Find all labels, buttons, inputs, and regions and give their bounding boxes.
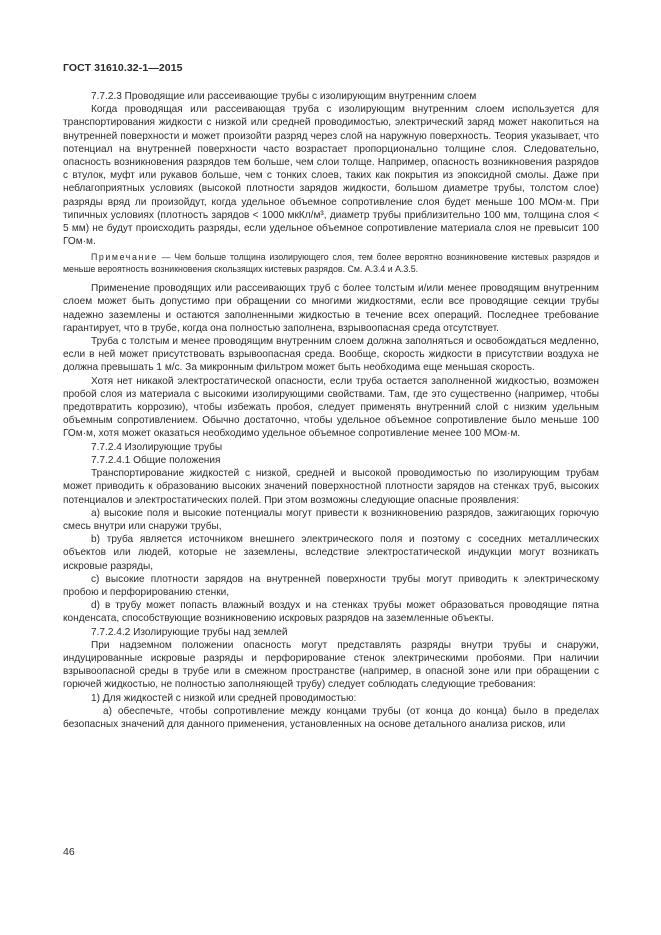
page-body <box>63 90 599 731</box>
section-heading-7-7-2-4-1: 7.7.2.4.1 Общие положения <box>91 454 221 466</box>
document-header: ГОСТ 31610.32-1—2015 <box>63 62 183 74</box>
list-item-d: d) в трубу может попасть влажный воздух и на стенках трубы может образоваться проводящие пятна конденсата, способствующие возникновению искровых разрядов на заземленные объекты. <box>63 600 599 625</box>
paragraph: Применение проводящих или рассеивающих труб с более толстым и/или менее проводящим внутренним слоем может быть допустимо при обращении со многими жидкостями, если все проводящие секции трубы надежно заземлены и остаются заполненными жидкостью в течение всех операций. Последнее требование гарантирует, что в трубе, когда она полностью заполнена, взрывоопасная среда отсутствует. <box>63 283 599 334</box>
paragraph: Когда проводящая или рассеивающая труба с изолирующим внутренним слоем используется для транспортирования жидкости с низкой или средней проводимостью, электрический заряд может накопиться на внутренней поверхности и может произойти разряд через слой на наружную поверхность. Теория указывает, что потенциал на внутренней поверхности часто возрастает пропорционально толщине слоя. Следовательно, опасность возникновения разрядов тем больше, чем слои толще. Например, опасность возникновения разрядов с втулок, муфт или рукавов больше, чем с тонких слоев, таких как покрытия из эпоксидной смолы. Даже при неблагоприятных условиях (высокой плотности зарядов жидкости, большом диаметре трубы, толстом слое) разряды вряд ли произойдут, когда удельное объемное сопротивление слоя будет меньше 100 МОм·м. При типичных условиях (плотность зарядов < 1000 мкКл/м³, диаметр трубы приблизительно 100 мм, толщина слоя < 5 мм) не будут происходить разряды, если удельное объемное сопротивление материала слоя не превысит 100 ГОм·м. <box>63 104 599 248</box>
list-item-1: 1) Для жидкостей с низкой или средней проводимостью: <box>91 692 357 704</box>
section-heading-7-7-2-3: 7.7.2.3 Проводящие или рассеивающие трубы с изолирующим внутренним слоем <box>91 91 477 102</box>
paragraph: Труба с толстым и менее проводящим внутренним слоем должна заполняться и освобождаться медленно, если в ней может присутствовать взрывоопасная среда. Вообще, скорость жидкости в присутствии воздуха не должна превышать 1 м/с. За микронным фильтром может быть необходима еще меньшая скорость. <box>63 336 599 374</box>
list-item-1a: а) обеспечьте, чтобы сопротивление между концами трубы (от конца до конца) было в пределах безопасных значений для данного применения, установленных на основе детального анализа рисков, или <box>63 705 599 730</box>
note-label: Примечание <box>91 252 158 263</box>
paragraph: Транспортирование жидкостей с низкой, средней и высокой проводимостью по изолирующим трубам может приводить к образованию высоких значений поверхностной плотности зарядов на стенках труб, высоких потенциалов и электростатических полей. При этом возможны следующие опасные проявления: <box>63 468 599 506</box>
note <box>63 252 599 275</box>
paragraph: Хотя нет никакой электростатической опасности, если труба остается заполненной жидкостью, возможен пробой слоя из материала с высокими изолирующими свойствами. Там, где это существенно (например, чтобы предотвратить коррозию), чтобы избежать пробоя, следует применять внутренний слой с низким удельным объемным сопротивлением. Обычно достаточно, чтобы удельное объемное сопротивление было меньше 100 ГОм·м, хотя может оказаться необходимо удельное объемное сопротивление менее 100 МОм·м. <box>63 375 599 440</box>
list-item-b: b) труба является источником внешнего электрического поля и поэтому с соседних металлических объектов или людей, которые не заземлены, вследствие электростатической индукции могут возникать искровые разряды, <box>63 534 599 572</box>
paragraph: При надземном положении опасность могут представлять разряды внутри трубы и снаружи, индуцированные искровые разряды и перфорирование стенок электрическими пробоями. При наличии взрывоопасной среды в трубе или в смежном пространстве (например, в опасной зоне или при обращении с горючей жидкостью, не полностью заполняющей трубу) следует соблюдать следующие требования: <box>63 639 599 691</box>
note-text: — Чем больше толщина изолирующего слоя, тем более вероятно возникновение кистевых разрядов и меньше вероятность возникновения скользящих кистевых разрядов. См. А.3.4 и А.3.5. <box>63 252 599 274</box>
page-number: 46 <box>63 846 75 858</box>
list-item-c: с) высокие плотности зарядов на внутренней поверхности трубы могут приводить к электрическому пробою и перфорированию стенки, <box>63 573 599 598</box>
list-item-a: а) высокие поля и высокие потенциалы могут привести к возникновению разрядов, зажигающих горючую смесь внутри или снаружи трубы, <box>63 507 599 532</box>
section-heading-7-7-2-4-2: 7.7.2.4.2 Изолирующие трубы над землей <box>91 626 288 638</box>
section-heading-7-7-2-4: 7.7.2.4 Изолирующие трубы <box>91 441 223 453</box>
